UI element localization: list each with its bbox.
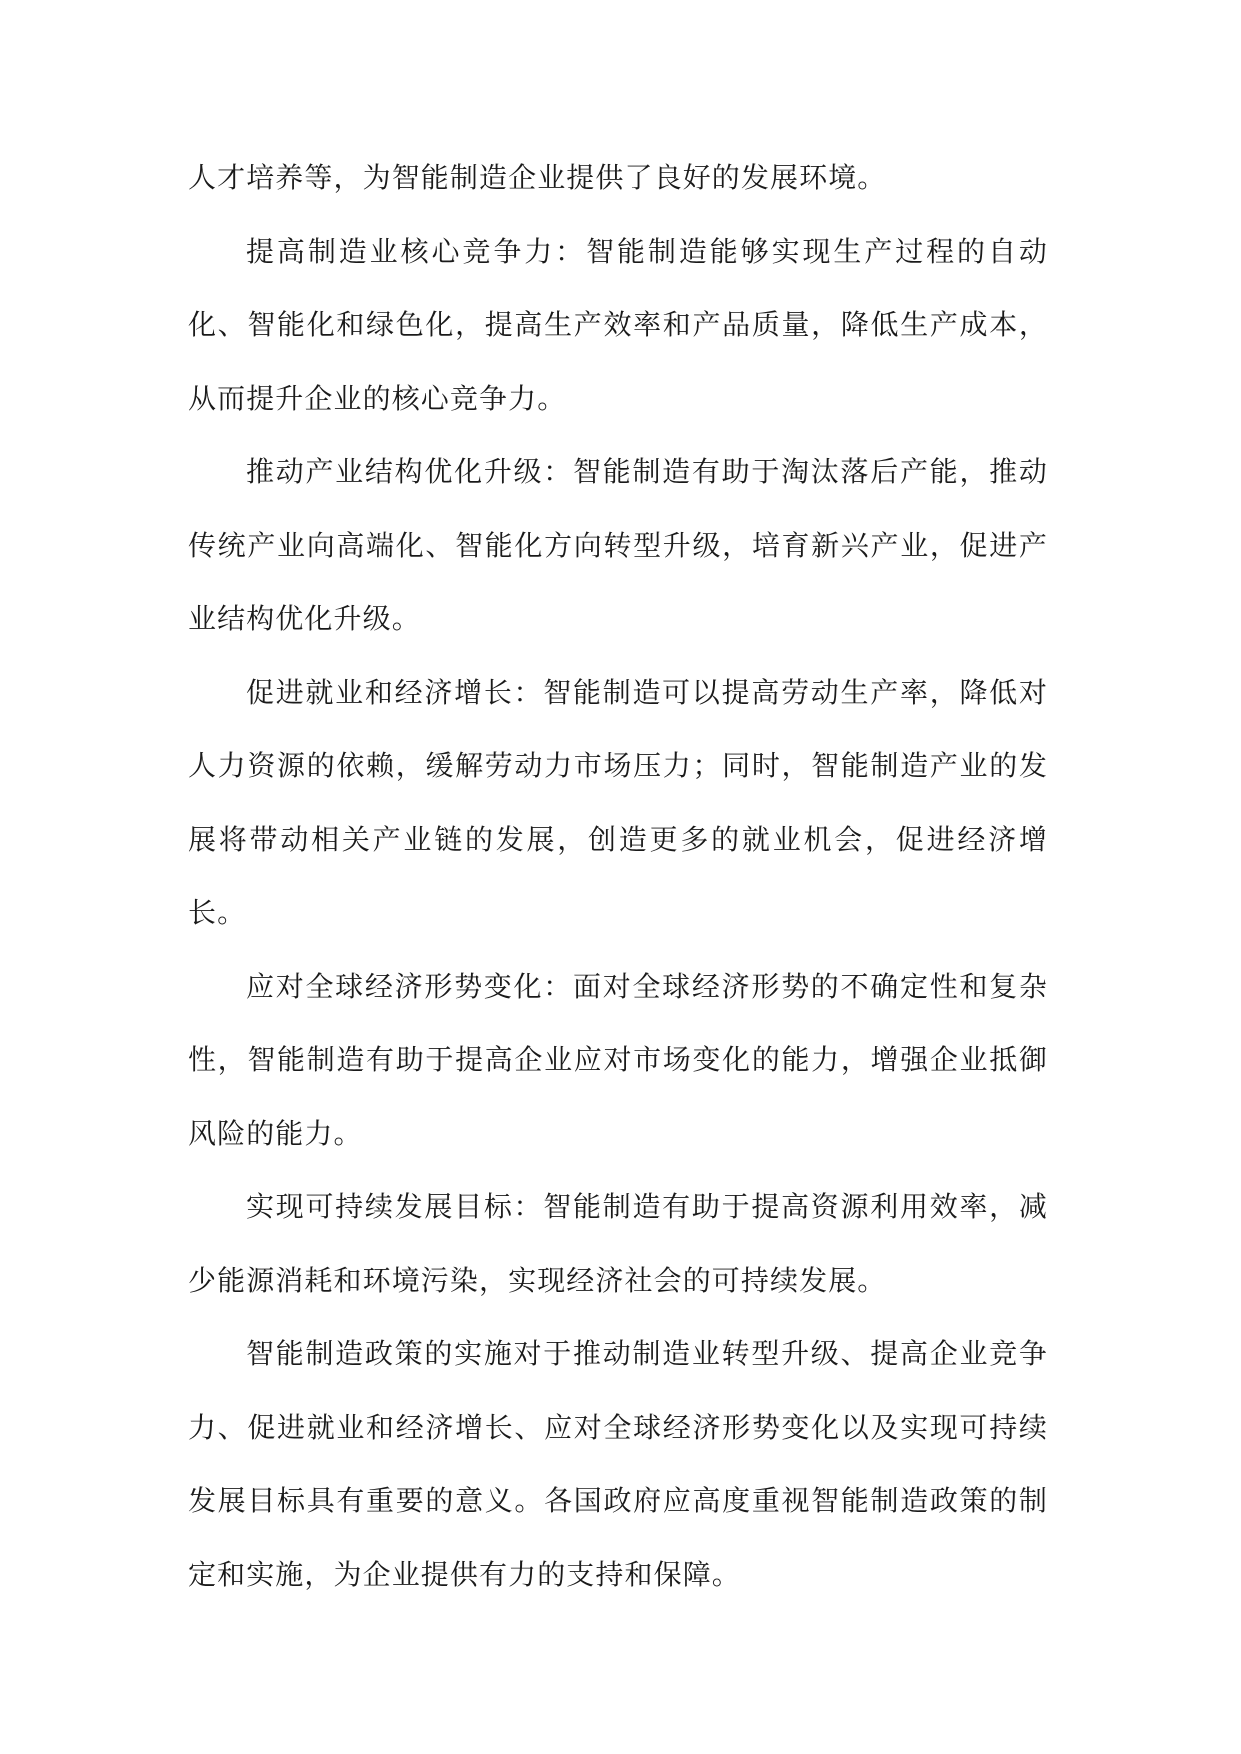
paragraph-sustainable-development: 实现可持续发展目标：智能制造有助于提高资源利用效率，减少能源消耗和环境污染，实现经济社会的可持续发展。 bbox=[188, 1190, 1048, 1297]
paragraph-global-economy: 应对全球经济形势变化：面对全球经济形势的不确定性和复杂性，智能制造有助于提高企业应对市场变化的能力，增强企业抵御风险的能力。 bbox=[188, 969, 1048, 1150]
paragraph-core-competitiveness: 提高制造业核心竞争力：智能制造能够实现生产过程的自动化、智能化和绿色化，提高生产效率和产品质量，降低生产成本，从而提升企业的核心竞争力。 bbox=[188, 234, 1048, 415]
paragraph-conclusion: 智能制造政策的实施对于推动制造业转型升级、提高企业竞争力、促进就业和经济增长、应对全球经济形势变化以及实现可持续发展目标具有重要的意义。各国政府应高度重视智能制造政策的制定和实施，为企业提供有力的支持和保障。 bbox=[188, 1337, 1048, 1591]
paragraph-industrial-structure: 推动产业结构优化升级：智能制造有助于淘汰落后产能，推动传统产业向高端化、智能化方向转型升级，培育新兴产业，促进产业结构优化升级。 bbox=[188, 455, 1048, 635]
document-body bbox=[188, 141, 1048, 1611]
paragraph-employment-growth: 促进就业和经济增长：智能制造可以提高劳动生产率，降低对人力资源的依赖，缓解劳动力市场压力；同时，智能制造产业的发展将带动相关产业链的发展，创造更多的就业机会，促进经济增长。 bbox=[188, 675, 1048, 929]
paragraph-continued: 人才培养等，为智能制造企业提供了良好的发展环境。 bbox=[188, 161, 887, 194]
